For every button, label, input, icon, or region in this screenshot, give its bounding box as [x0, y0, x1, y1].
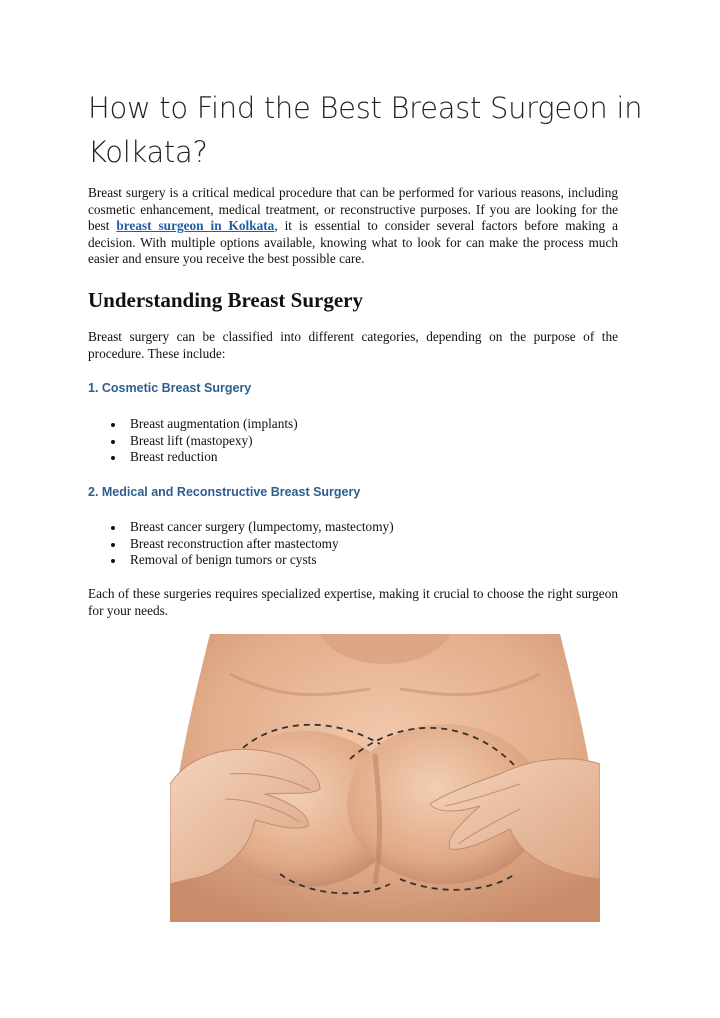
list-item — [88, 552, 394, 569]
bullet-icon — [111, 456, 115, 460]
bullet-icon — [111, 423, 115, 427]
page-title: How to Find the Best Breast Surgeon in Kolkata? — [88, 91, 643, 169]
list-item-text: Removal of benign tumors or cysts — [130, 552, 317, 568]
intro-text-before-link: Breast surgery is a critical medical procedure that can be performed for various reasons, including cosmetic enhancement, medical treatment, or reconstructive purposes. If you are looking for the best — [88, 185, 618, 234]
reconstructive-surgery-list — [88, 519, 394, 569]
bullet-icon — [111, 440, 115, 444]
closing-paragraph: Each of these surgeries requires specialized expertise, making it crucial to choose the right surgeon for your needs. — [88, 586, 618, 618]
category-heading-reconstructive: 2. Medical and Reconstructive Breast Surgery — [88, 485, 361, 499]
section-heading: Understanding Breast Surgery — [88, 288, 363, 312]
list-item-text: Breast augmentation (implants) — [130, 416, 298, 431]
bullet-icon — [111, 543, 115, 547]
intro-text-after-link: , it is essential to consider several factors before making a decision. With multiple options available, knowing what to look for can make the process much easier and ensure you receive the best possible care. — [88, 218, 618, 267]
torso-illustration — [170, 634, 600, 922]
bullet-icon — [111, 559, 115, 563]
bullet-icon — [111, 526, 115, 530]
list-item-text: Breast lift (mastopexy) — [130, 432, 253, 448]
intro-paragraph — [88, 185, 618, 268]
list-item — [88, 519, 394, 536]
list-item — [88, 536, 394, 553]
list-item-text: Breast cancer surgery (lumpectomy, mastectomy) — [130, 519, 394, 534]
list-item-text: Breast reconstruction after mastectomy — [130, 535, 339, 551]
list-item-text: Breast reduction — [130, 449, 218, 465]
section-intro-paragraph: Breast surgery can be classified into different categories, depending on the purpose of the procedure. These include: — [88, 329, 618, 361]
breast-surgeon-link[interactable]: breast surgeon in Kolkata — [116, 218, 275, 234]
cosmetic-surgery-list — [88, 416, 298, 466]
list-item — [88, 449, 298, 466]
list-item — [88, 416, 298, 433]
category-heading-cosmetic: 1. Cosmetic Breast Surgery — [88, 381, 252, 395]
list-item — [88, 433, 298, 450]
breast-surgery-photo — [170, 634, 600, 922]
